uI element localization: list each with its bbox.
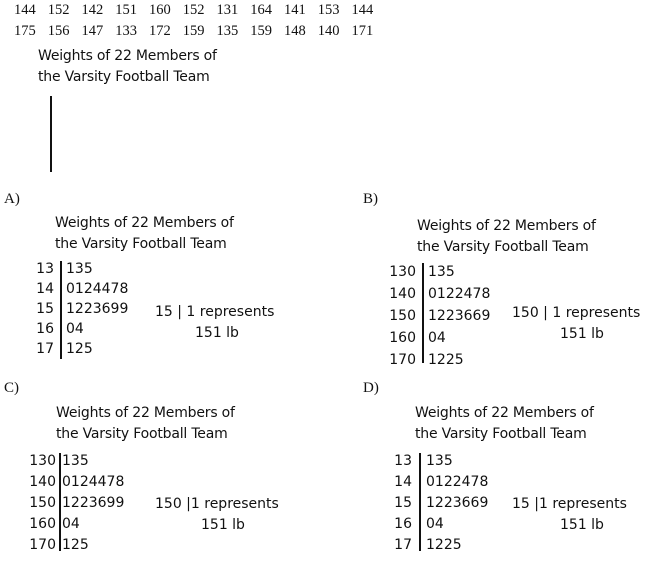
data-cell: 160 [149, 2, 171, 18]
stem: 130 [389, 264, 416, 280]
leaves: 1225 [426, 537, 462, 553]
data-cell: 147 [81, 23, 104, 39]
leaves: 0122478 [428, 286, 491, 302]
data-cell: 156 [47, 23, 70, 39]
data-cell: 131 [216, 2, 239, 18]
leaves: 04 [426, 516, 444, 532]
stem: 140 [29, 474, 56, 490]
blank-plot-title: Weights of 22 Members of the Varsity Football Team [38, 48, 217, 85]
option-b-title: Weights of 22 Members of the Varsity Football Team [417, 218, 596, 255]
data-cell: 152 [182, 2, 205, 18]
option-b-key: 150 | 1 represents 151 lb [512, 305, 641, 342]
leaves: 125 [66, 341, 93, 357]
option-a-stem-leaf [30, 259, 128, 359]
option-b-stem-leaf [386, 261, 490, 371]
stem: 150 [389, 308, 416, 324]
data-cell: 142 [81, 2, 104, 18]
data-cell: 140 [317, 23, 340, 39]
stem: 16 [394, 516, 412, 532]
option-b-label[interactable]: B) [363, 191, 378, 207]
stem: 14 [36, 281, 54, 297]
stem: 15 [36, 301, 54, 317]
data-cell: 148 [284, 23, 306, 39]
data-cell: 164 [250, 2, 272, 18]
stem: 160 [29, 516, 56, 532]
option-d-stem-line [419, 453, 421, 551]
stem: 170 [29, 537, 56, 553]
leaves: 0124478 [66, 281, 129, 297]
data-cell: 171 [351, 23, 374, 39]
option-c-label[interactable]: C) [4, 380, 19, 396]
leaves: 04 [62, 516, 80, 532]
blank-plot-stem-line [50, 96, 52, 172]
data-cell: 133 [115, 23, 137, 39]
stem: 16 [36, 321, 54, 337]
leaves: 135 [428, 264, 455, 280]
option-a-key: 15 | 1 represents 151 lb [155, 304, 275, 341]
option-c-key: 150 |1 represents 151 lb [155, 496, 279, 533]
option-d-label[interactable]: D) [363, 380, 379, 396]
data-cell: 175 [14, 23, 36, 39]
data-cell: 141 [284, 2, 306, 18]
stem: 17 [36, 341, 54, 357]
leaves: 04 [428, 330, 446, 346]
stem: 14 [394, 474, 412, 490]
leaves: 135 [66, 261, 93, 277]
leaves: 1223669 [428, 308, 491, 324]
data-cell: 144 [351, 2, 374, 18]
option-a-stem-line [60, 261, 62, 359]
data-cell: 153 [317, 2, 340, 18]
stem: 150 [29, 495, 56, 511]
stem: 13 [394, 453, 412, 469]
option-c-stem-leaf [26, 451, 124, 556]
option-a-title: Weights of 22 Members of the Varsity Football Team [55, 215, 234, 252]
data-cell: 151 [115, 2, 137, 18]
option-d-key: 15 |1 represents 151 lb [512, 496, 627, 533]
stem: 15 [394, 495, 412, 511]
data-cell: 159 [250, 23, 272, 39]
stem: 160 [389, 330, 416, 346]
option-a-label[interactable]: A) [4, 191, 20, 207]
leaves: 135 [62, 453, 89, 469]
leaves: 1223699 [66, 301, 129, 317]
data-cell: 159 [182, 23, 205, 39]
data-cell: 152 [47, 2, 70, 18]
option-b-stem-line [422, 263, 424, 363]
stem: 170 [389, 352, 416, 368]
data-row [14, 21, 385, 42]
option-d-title: Weights of 22 Members of the Varsity Football Team [415, 405, 594, 442]
leaves: 1223669 [426, 495, 489, 511]
data-cell: 172 [149, 23, 171, 39]
leaves: 0124478 [62, 474, 125, 490]
leaves: 1223699 [62, 495, 125, 511]
stem: 13 [36, 261, 54, 277]
leaves: 0122478 [426, 474, 489, 490]
leaves: 135 [426, 453, 453, 469]
data-row [14, 0, 385, 21]
weights-data-table [14, 0, 385, 42]
option-d-stem-leaf [386, 451, 488, 556]
leaves: 1225 [428, 352, 464, 368]
option-c-title: Weights of 22 Members of the Varsity Football Team [56, 405, 235, 442]
data-cell: 135 [216, 23, 239, 39]
leaves: 125 [62, 537, 89, 553]
leaves: 04 [66, 321, 84, 337]
stem: 130 [29, 453, 56, 469]
data-cell: 144 [14, 2, 36, 18]
option-c-stem-line [59, 453, 61, 551]
stem: 17 [394, 537, 412, 553]
stem: 140 [389, 286, 416, 302]
